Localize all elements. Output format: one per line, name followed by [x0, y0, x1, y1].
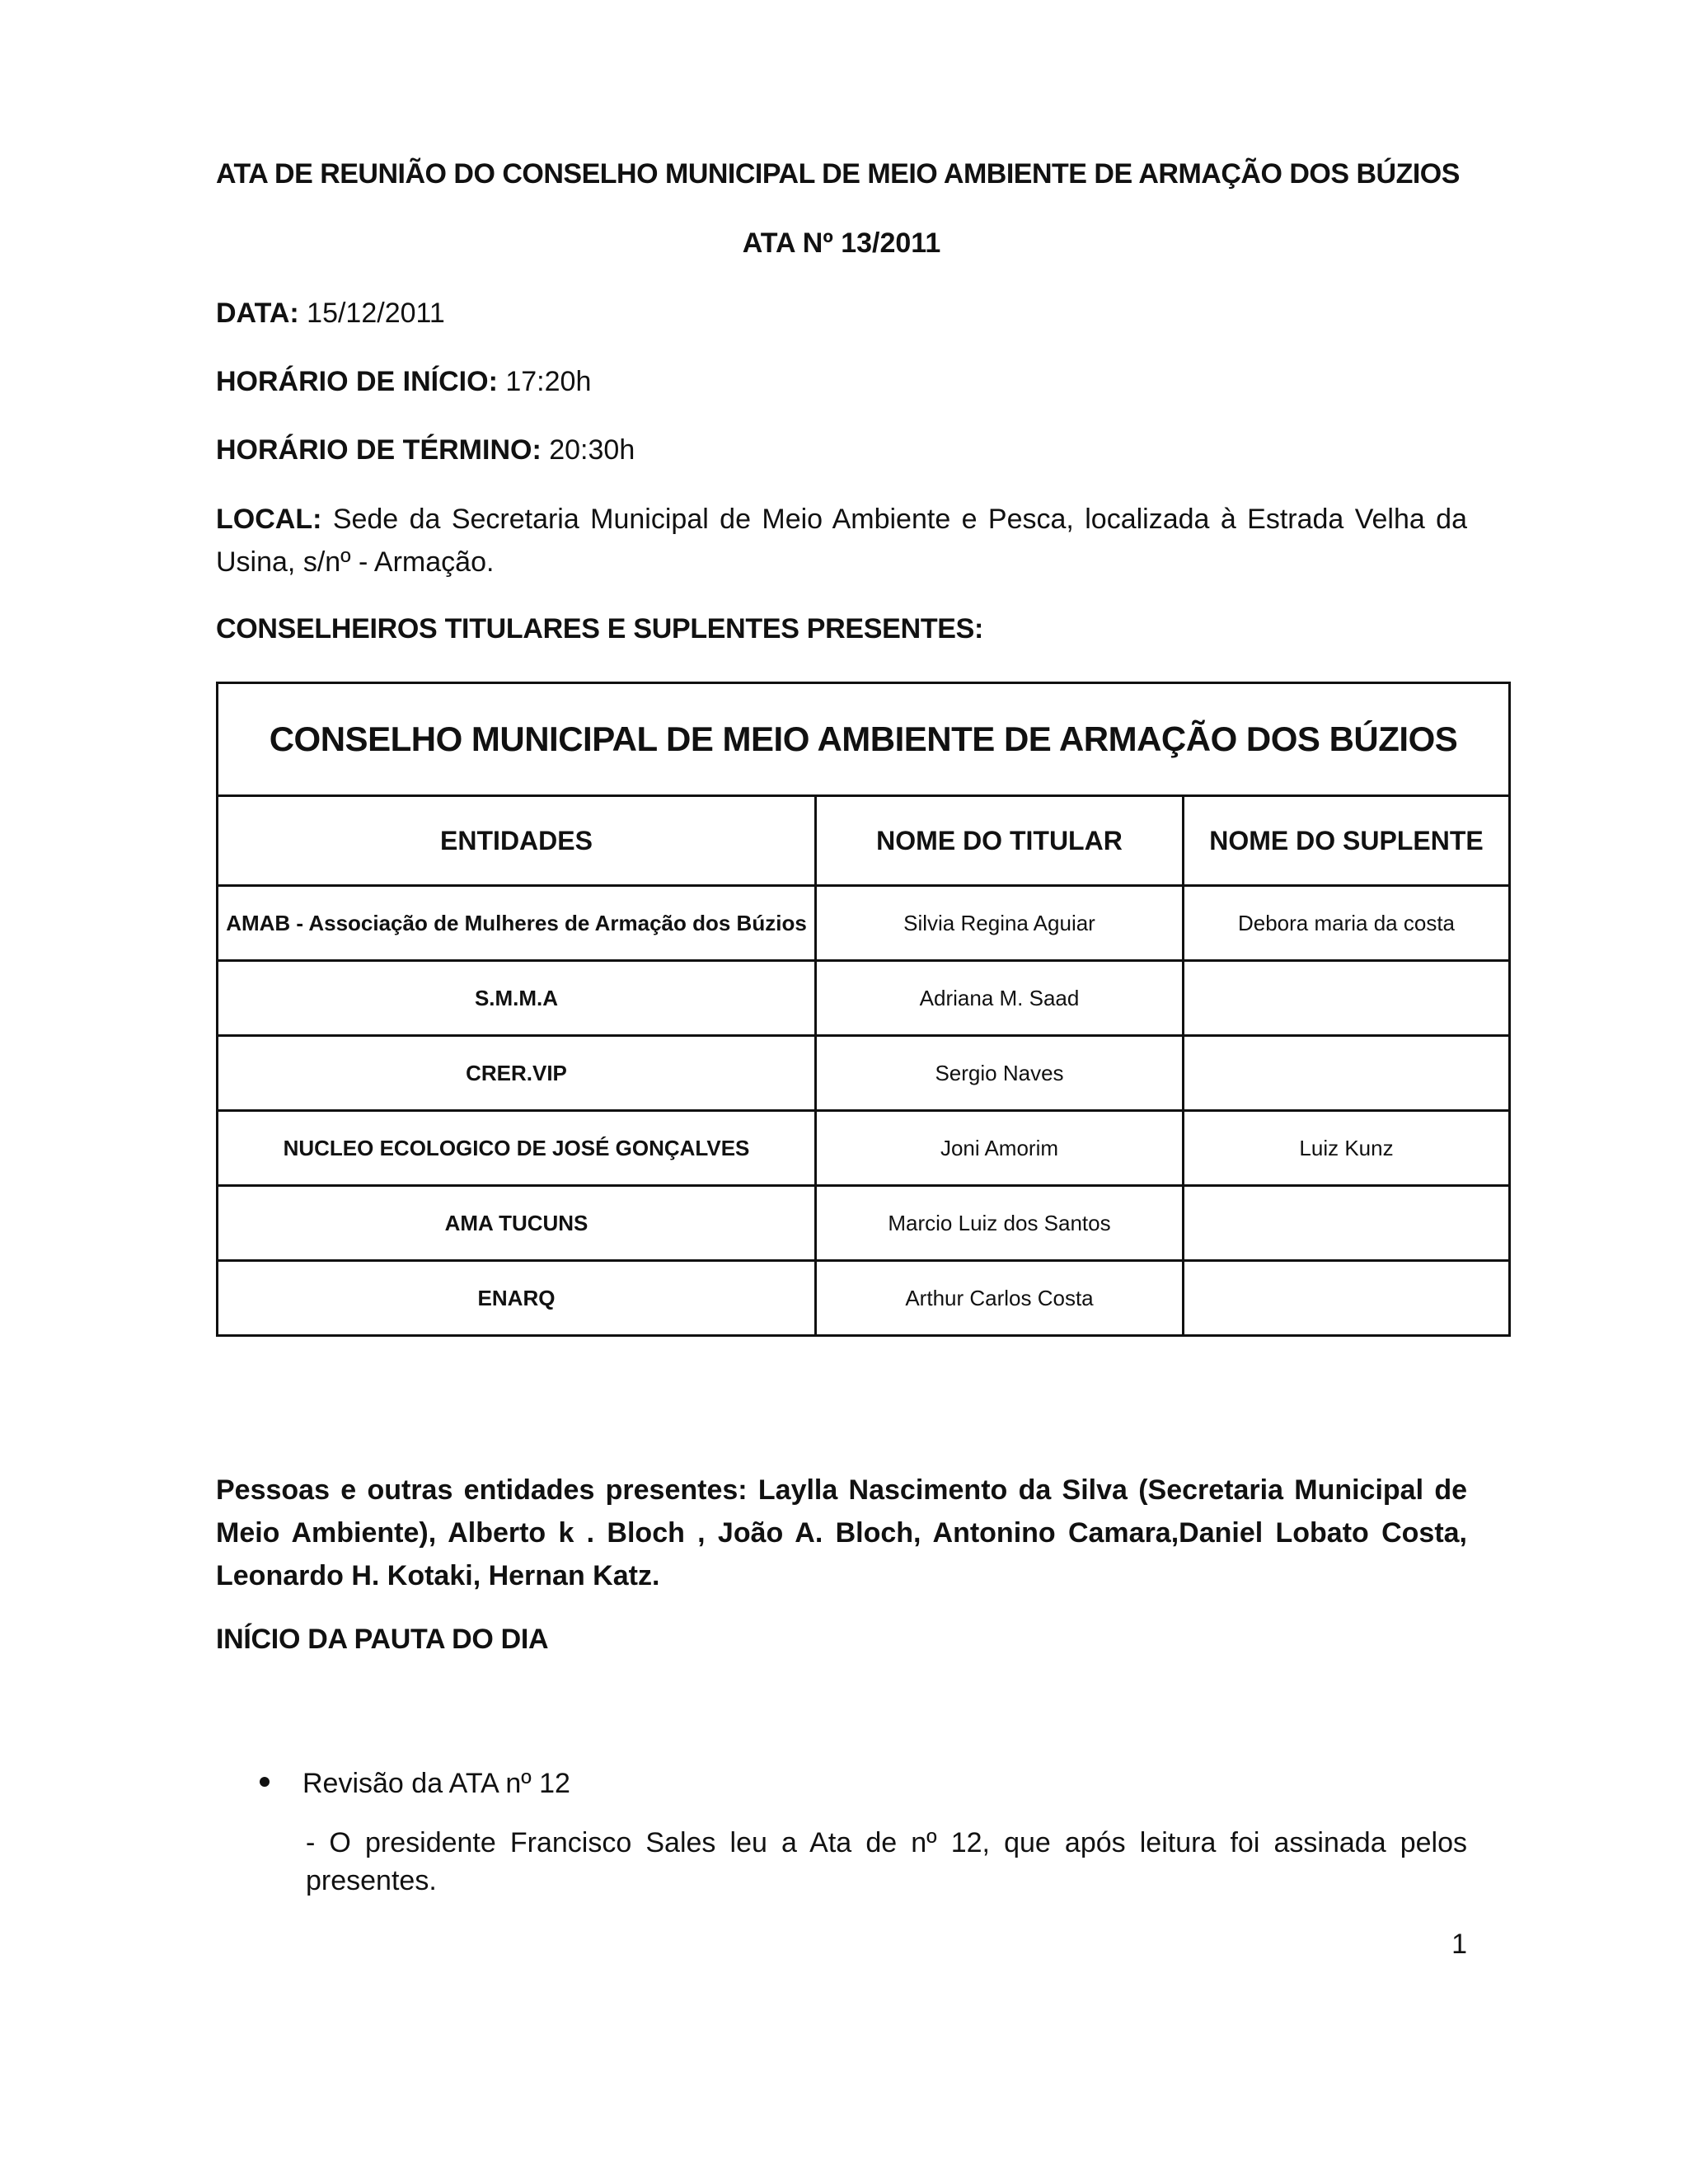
entity-cell: S.M.M.A	[218, 961, 816, 1036]
suplente-cell: Luiz Kunz	[1184, 1111, 1510, 1186]
end-time-value: 20:30h	[549, 434, 635, 466]
councilors-heading: CONSELHEIROS TITULARES E SUPLENTES PRESENTES:	[216, 613, 984, 644]
column-header-suplente: NOME DO SUPLENTE	[1184, 796, 1510, 886]
suplente-cell	[1184, 961, 1510, 1036]
entity-cell: CRER.VIP	[218, 1036, 816, 1111]
titular-cell: Sergio Naves	[816, 1036, 1184, 1111]
location-field	[216, 498, 1467, 583]
agenda-item-description: - O presidente Francisco Sales leu a Ata de nº 12, que após leitura foi assinada pelos presentes.	[306, 1827, 1467, 1896]
table-row	[218, 961, 1510, 1036]
agenda-heading: INÍCIO DA PAUTA DO DIA	[216, 1624, 549, 1655]
table-title: CONSELHO MUNICIPAL DE MEIO AMBIENTE DE ARMAÇÃO DOS BÚZIOS	[218, 683, 1510, 796]
end-time-field	[216, 429, 1467, 471]
date-label: DATA:	[216, 298, 299, 329]
document-title: ATA DE REUNIÃO DO CONSELHO MUNICIPAL DE MEIO AMBIENTE DE ARMAÇÃO DOS BÚZIOS	[216, 158, 1460, 190]
suplente-cell	[1184, 1036, 1510, 1111]
table-title-row	[218, 683, 1510, 796]
document-subtitle: ATA Nº 13/2011	[742, 227, 941, 259]
suplente-cell: Debora maria da costa	[1184, 886, 1510, 961]
column-header-entidades: ENTIDADES	[218, 796, 816, 886]
start-time-label: HORÁRIO DE INÍCIO:	[216, 366, 498, 397]
titular-cell: Adriana M. Saad	[816, 961, 1184, 1036]
agenda-item-title: Revisão da ATA nº 12	[302, 1768, 570, 1799]
page-number: 1	[1451, 1929, 1467, 1960]
council-table	[216, 682, 1511, 1337]
entity-cell: AMAB - Associação de Mulheres de Armação dos Búzios	[218, 886, 816, 961]
table-row	[218, 886, 1510, 961]
column-header-titular: NOME DO TITULAR	[816, 796, 1184, 886]
entity-cell: NUCLEO ECOLOGICO DE JOSÉ GONÇALVES	[218, 1111, 816, 1186]
titular-cell: Silvia Regina Aguiar	[816, 886, 1184, 961]
table-row	[218, 1186, 1510, 1261]
entity-cell: AMA TUCUNS	[218, 1186, 816, 1261]
bullet-icon	[260, 1777, 270, 1787]
table-row	[218, 1261, 1510, 1336]
start-time-field	[216, 360, 1467, 403]
date-field	[216, 292, 1467, 335]
suplente-cell	[1184, 1261, 1510, 1336]
end-time-label: HORÁRIO DE TÉRMINO:	[216, 434, 542, 466]
start-time-value: 17:20h	[505, 366, 592, 397]
location-label: LOCAL:	[216, 504, 322, 535]
titular-cell: Joni Amorim	[816, 1111, 1184, 1186]
suplente-cell	[1184, 1186, 1510, 1261]
titular-cell: Marcio Luiz dos Santos	[816, 1186, 1184, 1261]
attendees-paragraph: Pessoas e outras entidades presentes: Laylla Nascimento da Silva (Secretaria Municipal de Meio Ambiente), Alberto k . Bloch , João A. Bloch, Antonino Camara,Daniel Lobato Costa, Leonardo H. Kotaki, Hernan Katz.	[216, 1474, 1467, 1591]
table-row	[218, 1036, 1510, 1111]
agenda-item	[260, 1762, 570, 1805]
table-header-row	[218, 796, 1510, 886]
location-value: Sede da Secretaria Municipal de Meio Ambiente e Pesca, localizada à Estrada Velha da Usina, s/nº - Armação.	[216, 504, 1467, 578]
table-row	[218, 1111, 1510, 1186]
entity-cell: ENARQ	[218, 1261, 816, 1336]
titular-cell: Arthur Carlos Costa	[816, 1261, 1184, 1336]
date-value: 15/12/2011	[307, 298, 445, 329]
